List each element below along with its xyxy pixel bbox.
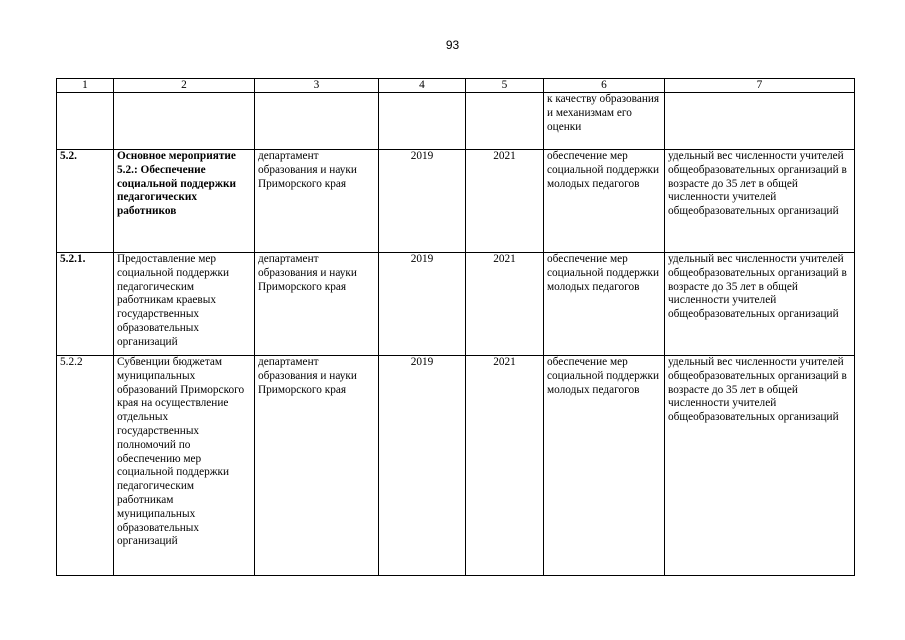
cell-end-year: 2021	[466, 356, 544, 576]
cell-indicator: удельный вес численности учителей общеобразовательных организаций в возрасте до 35 лет в общей численности учителей общеобразовательных организаций	[665, 356, 855, 576]
cell-result: к качеству образования и механизмам его оценки	[544, 93, 665, 150]
column-header: 1	[57, 79, 114, 93]
column-header: 4	[379, 79, 466, 93]
cell-result: обеспечение мер социальной поддержки молодых педагогов	[544, 253, 665, 356]
cell-start-year: 2019	[379, 150, 466, 253]
cell-num: 5.2.1.	[57, 253, 114, 356]
cell-start-year: 2019	[379, 356, 466, 576]
table-row-continuation	[57, 93, 855, 150]
cell-name: Субвенции бюджетам муниципальных образований Приморского края на осуществление отдельных государственных полномочий по обеспечению мер социальной поддержки педагогическим работникам муниципальных образовательных организаций	[114, 356, 255, 576]
program-activities-table	[56, 78, 855, 576]
cell-start-year	[379, 93, 466, 150]
cell-name: Предоставление мер социальной поддержки педагогическим работникам краевых государственных образовательных организаций	[114, 253, 255, 356]
column-header: 2	[114, 79, 255, 93]
table-row	[57, 253, 855, 356]
cell-num: 5.2.	[57, 150, 114, 253]
table-header-row	[57, 79, 855, 93]
table-row	[57, 150, 855, 253]
cell-executor: департамент образования и науки Приморского края	[255, 253, 379, 356]
cell-result: обеспечение мер социальной поддержки молодых педагогов	[544, 356, 665, 576]
column-header: 5	[466, 79, 544, 93]
cell-name	[114, 93, 255, 150]
column-header: 7	[665, 79, 855, 93]
cell-end-year: 2021	[466, 150, 544, 253]
cell-executor: департамент образования и науки Приморского края	[255, 356, 379, 576]
cell-executor	[255, 93, 379, 150]
column-header: 6	[544, 79, 665, 93]
column-header: 3	[255, 79, 379, 93]
cell-name: Основное мероприятие 5.2.: Обеспечение социальной поддержки педагогических работников	[114, 150, 255, 253]
cell-executor: департамент образования и науки Приморского края	[255, 150, 379, 253]
cell-num	[57, 93, 114, 150]
cell-indicator: удельный вес численности учителей общеобразовательных организаций в возрасте до 35 лет в общей численности учителей общеобразовательных организаций	[665, 253, 855, 356]
cell-start-year: 2019	[379, 253, 466, 356]
cell-indicator: удельный вес численности учителей общеобразовательных организаций в возрасте до 35 лет в общей численности учителей общеобразовательных организаций	[665, 150, 855, 253]
cell-end-year	[466, 93, 544, 150]
cell-num: 5.2.2	[57, 356, 114, 576]
cell-result: обеспечение мер социальной поддержки молодых педагогов	[544, 150, 665, 253]
page-number: 93	[445, 38, 460, 52]
cell-end-year: 2021	[466, 253, 544, 356]
cell-indicator	[665, 93, 855, 150]
table-row	[57, 356, 855, 576]
